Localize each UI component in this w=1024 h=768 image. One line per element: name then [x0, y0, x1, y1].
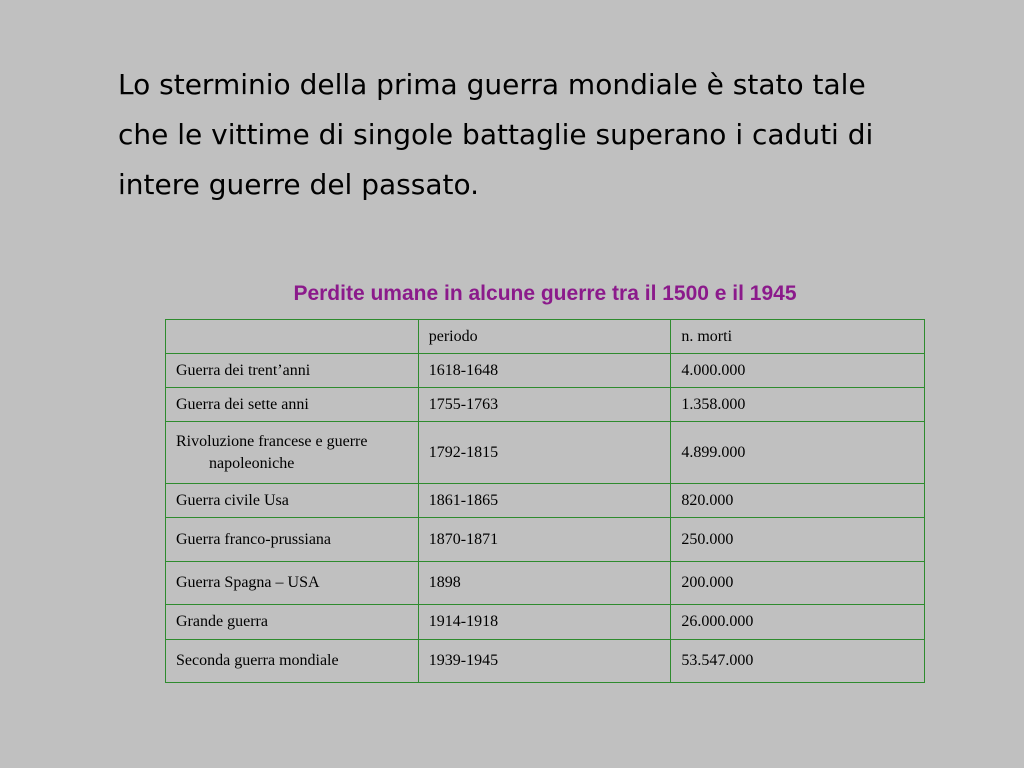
period-cell: 1755-1763 — [418, 388, 671, 422]
period-cell: 1861-1865 — [418, 484, 671, 518]
period-cell: 1792-1815 — [418, 422, 671, 484]
period-cell: 1618-1648 — [418, 354, 671, 388]
deaths-cell: 200.000 — [671, 562, 925, 605]
deaths-cell: 250.000 — [671, 518, 925, 562]
table-row — [166, 640, 925, 683]
period-cell: 1870-1871 — [418, 518, 671, 562]
war-name: Grande guerra — [176, 613, 268, 630]
war-losses-table — [165, 319, 925, 683]
war-cell — [166, 562, 419, 605]
war-name: Guerra franco-prussiana — [176, 530, 332, 548]
deaths-cell: 1.358.000 — [671, 388, 925, 422]
deaths-cell: 4.000.000 — [671, 354, 925, 388]
war-cell — [166, 484, 419, 518]
table-header-row — [166, 320, 925, 354]
war-name: Guerra Spagna – USA — [176, 574, 320, 591]
war-name: Seconda guerra mondiale — [176, 652, 339, 669]
war-cell — [166, 354, 419, 388]
table-row — [166, 484, 925, 518]
war-cell — [166, 388, 419, 422]
war-cell — [166, 422, 419, 484]
header-cell-period: periodo — [418, 320, 671, 354]
table-row — [166, 605, 925, 640]
table-title: Perdite umane in alcune guerre tra il 1500 e il 1945 — [293, 282, 797, 305]
war-name: Rivoluzione francese e guerre napoleoniche — [176, 432, 368, 472]
table-row — [166, 562, 925, 605]
war-name: Guerra dei trent’anni — [176, 361, 311, 379]
deaths-cell: 53.547.000 — [671, 640, 925, 683]
deaths-cell: 820.000 — [671, 484, 925, 518]
deaths-cell: 4.899.000 — [671, 422, 925, 484]
period-cell: 1898 — [418, 562, 671, 605]
war-name: Guerra civile Usa — [176, 491, 289, 509]
war-cell — [166, 518, 419, 562]
table-row — [166, 518, 925, 562]
period-cell: 1914-1918 — [418, 605, 671, 640]
war-cell — [166, 640, 419, 683]
table-row — [166, 388, 925, 422]
table-row — [166, 422, 925, 484]
war-name: Guerra dei sette anni — [176, 395, 309, 413]
intro-paragraph: Lo sterminio della prima guerra mondiale è stato tale che le vittime di singole battaglie superano i caduti di intere guerre del passato. — [118, 68, 874, 201]
war-cell — [166, 605, 419, 640]
table-row — [166, 354, 925, 388]
period-cell: 1939-1945 — [418, 640, 671, 683]
header-cell-war — [166, 320, 419, 354]
header-cell-deaths: n. morti — [671, 320, 925, 354]
deaths-cell: 26.000.000 — [671, 605, 925, 640]
